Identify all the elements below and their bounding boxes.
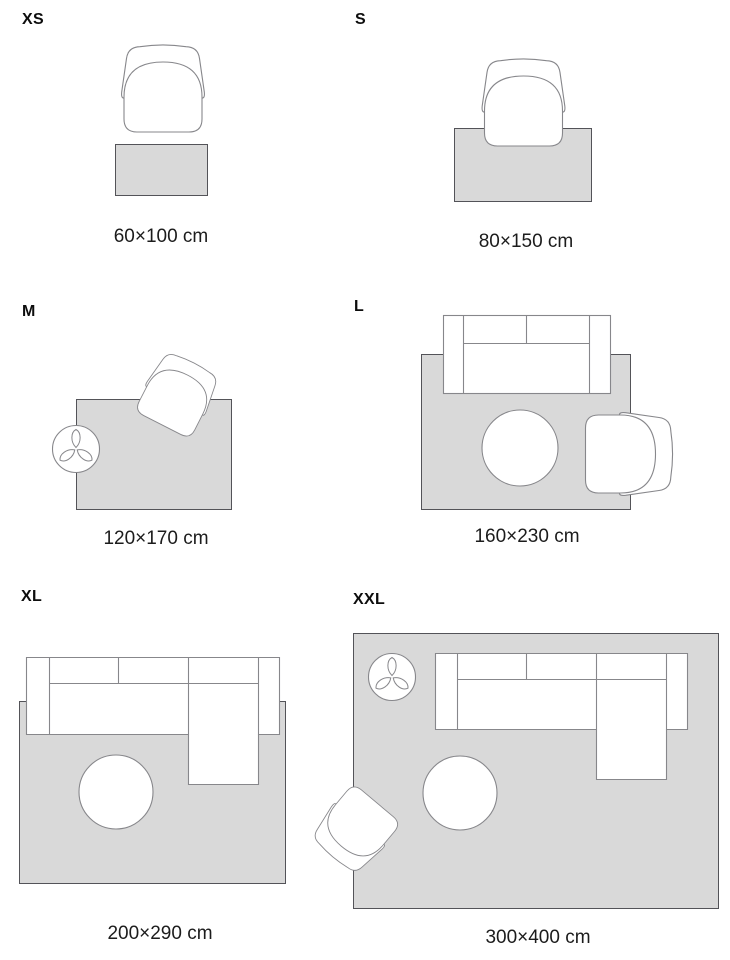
- scene-xxl: [307, 634, 718, 909]
- armchair-icon: [122, 45, 205, 132]
- size-caption-xl: 200×290 cm: [107, 923, 213, 944]
- sofa-icon: [444, 316, 611, 394]
- rug-xs: [116, 145, 208, 196]
- size-caption-xxl: 300×400 cm: [485, 927, 591, 948]
- plant-icon: [369, 654, 416, 701]
- size-caption-s: 80×150 cm: [478, 231, 574, 252]
- scene-l: [422, 316, 673, 510]
- scene-xl: [20, 658, 286, 884]
- armchair-icon: [482, 59, 565, 146]
- coffee-table-icon: [423, 756, 497, 830]
- coffee-table-icon: [482, 410, 558, 486]
- scene-xs: [116, 45, 208, 196]
- size-label-l: L: [354, 298, 365, 315]
- coffee-table-icon: [79, 755, 153, 829]
- plant-icon: [53, 426, 100, 473]
- size-label-s: S: [355, 11, 366, 28]
- size-label-xxl: XXL: [353, 591, 386, 608]
- size-label-m: M: [22, 303, 36, 320]
- size-caption-m: 120×170 cm: [103, 528, 209, 549]
- size-label-xs: XS: [22, 11, 44, 28]
- scene-s: [455, 59, 592, 202]
- scene-m: [53, 348, 232, 510]
- size-caption-l: 160×230 cm: [474, 526, 580, 547]
- size-caption-xs: 60×100 cm: [113, 226, 209, 247]
- armchair-icon: [586, 413, 673, 496]
- size-label-xl: XL: [21, 588, 43, 605]
